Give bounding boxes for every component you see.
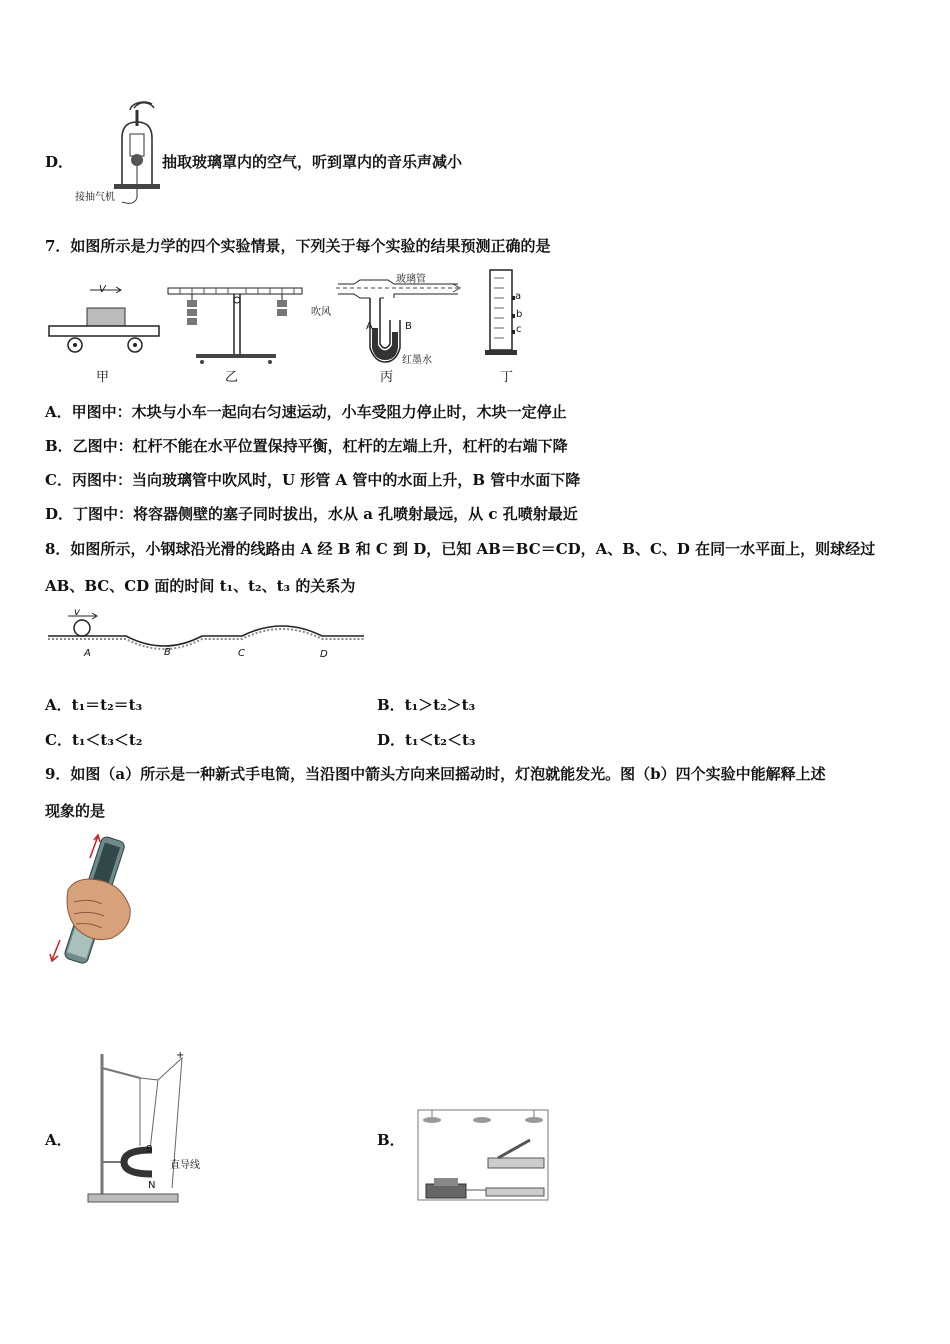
q7-option-c: C．丙图中：当向玻璃管中吹风时，U 形管 A 管中的水面上升，B 管中水面下降	[45, 471, 581, 489]
q8-option-c: C．t₁＜t₃＜t₂	[45, 731, 143, 749]
pump-label: 接抽气机	[75, 192, 115, 203]
q9-stem-line1: 9．如图（a）所示是一种新式手电筒，当沿图中箭头方向来回摇动时，灯泡就能发光。图（b）四个实验中能解释上述	[45, 765, 826, 783]
q8-option-d: D．t₁＜t₂＜t₃	[377, 731, 476, 749]
q7-option-b: B．乙图中：杠杆不能在水平位置保持平衡，杠杆的左端上升，杠杆的右端下降	[45, 437, 568, 455]
q9-option-a-label: A．	[45, 1131, 72, 1149]
u-tube-figure	[308, 270, 468, 370]
tube-b-label: B	[405, 321, 412, 332]
blow-label: 吹风	[311, 307, 331, 318]
q7-option-a: A．甲图中：木块与小车一起向右匀速运动，小车受阻力停止时，木块一定停止	[45, 403, 567, 421]
q9-option-b-label: B．	[377, 1131, 405, 1149]
q7-stem: 7．如图所示是力学的四个实验情景，下列关于每个实验的结果预测正确的是	[45, 237, 551, 255]
magnet-s-label: S	[146, 1144, 153, 1155]
track-point-a: A	[84, 648, 91, 659]
fig-ding-caption: 丁	[500, 370, 514, 385]
circuit-figure	[412, 1104, 554, 1210]
q8-option-a: A．t₁＝t₂＝t₃	[45, 696, 143, 714]
cylinder-figure	[484, 268, 534, 360]
q6-option-d-label: D．	[45, 153, 74, 171]
q8-stem-line2: AB、BC、CD 面的时间 t₁、t₂、t₃ 的关系为	[45, 577, 356, 595]
hole-b-label: b	[516, 309, 523, 320]
q8-stem-line1: 8．如图所示，小钢球沿光滑的线路由 A 经 B 和 C 到 D，已知 AB＝BC＝CD，A、B、C、D 在同一水平面上，则球经过	[45, 540, 876, 558]
track-point-b: B	[164, 647, 171, 658]
fig-yi-caption: 乙	[225, 370, 239, 385]
flashlight-figure	[46, 832, 142, 972]
q7-option-d: D．丁图中：将容器侧壁的塞子同时拔出，水从 a 孔喷射最远，从 c 孔喷射最近	[45, 505, 578, 523]
glass-tube-label: 玻璃管	[396, 274, 426, 285]
q6-option-d-text: 抽取玻璃罩内的空气，听到罩内的音乐声减小	[162, 153, 463, 171]
ball-velocity-label: v	[74, 607, 80, 618]
lever-figure	[166, 282, 306, 368]
hole-c-label: c	[516, 324, 522, 335]
red-water-label: 红墨水	[402, 355, 432, 366]
track-point-c: C	[238, 648, 245, 659]
fig-jia-caption: 甲	[96, 370, 110, 385]
q8-option-b: B．t₁＞t₂＞t₃	[377, 696, 476, 714]
fig-bing-caption: 丙	[380, 370, 394, 385]
q9-stem-line2: 现象的是	[45, 802, 106, 820]
tube-a-label: A	[366, 321, 373, 332]
magnet-n-label: N	[148, 1180, 156, 1191]
cart-velocity-label: V	[99, 284, 106, 295]
track-point-d: D	[320, 649, 328, 660]
hole-a-label: a	[515, 291, 522, 302]
plus-terminal-label: +	[176, 1050, 185, 1061]
straight-wire-label: 直导线	[170, 1160, 200, 1171]
